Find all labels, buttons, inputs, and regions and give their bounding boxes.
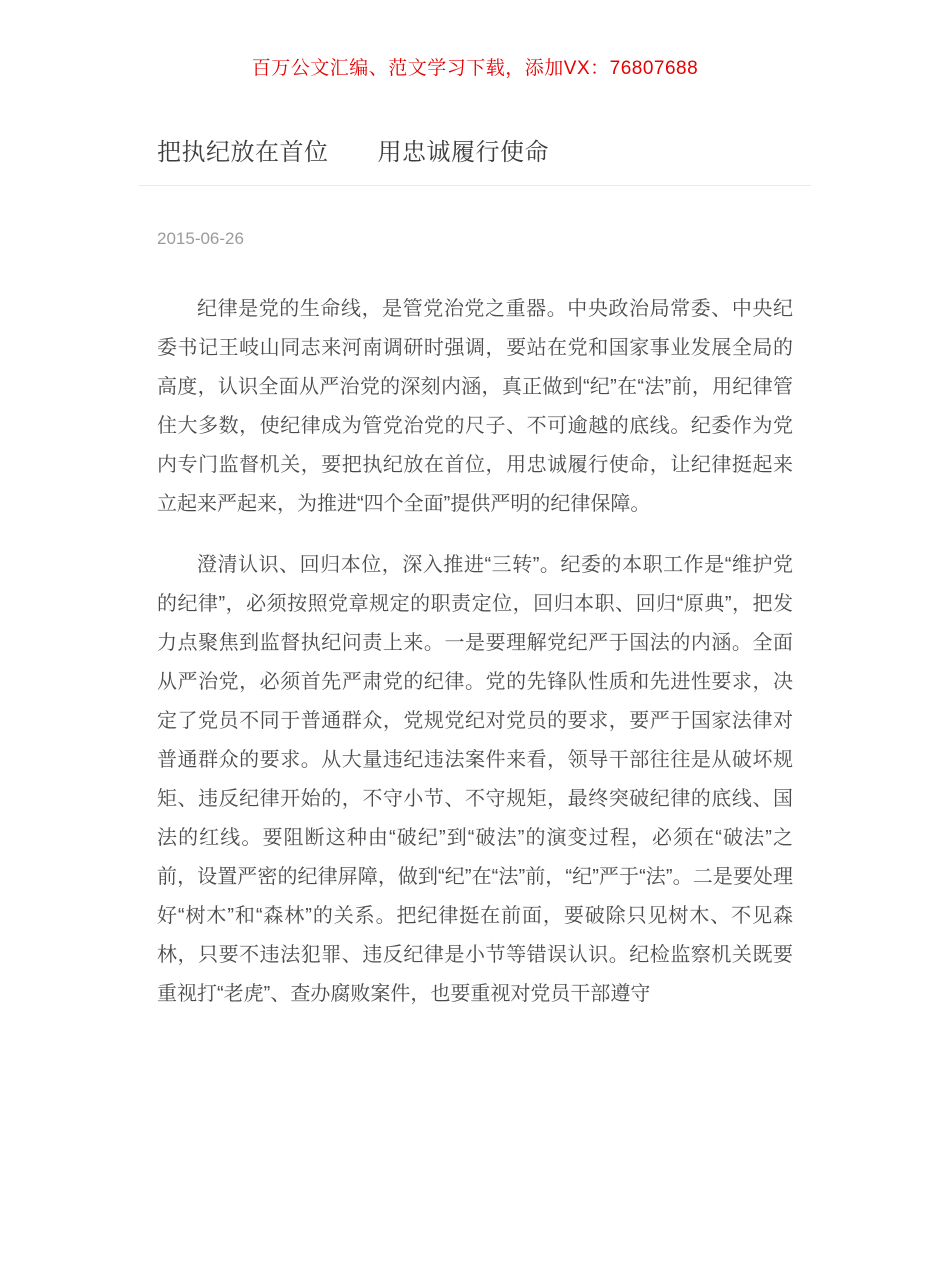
title-divider bbox=[139, 185, 811, 186]
document-page bbox=[0, 56, 950, 1014]
promo-banner: 百万公文汇编、范文学习下载，添加VX：76807688 bbox=[251, 58, 699, 79]
article bbox=[139, 136, 811, 1014]
article-paragraph: 纪律是党的生命线，是管党治党之重器。中央政治局常委、中央纪委书记王岐山同志来河南调研时强调，要站在党和国家事业发展全局的高度，认识全面从严治党的深刻内涵，真正做到“纪”在“法”前，用纪律管住大多数，使纪律成为管党治党的尺子、不可逾越的底线。纪委作为党内专门监督机关，要把执纪放在首位，用忠诚履行使命，让纪律挺起来立起来严起来，为推进“四个全面”提供严明的纪律保障。 bbox=[157, 298, 793, 515]
page-title: 把执纪放在首位 用忠诚履行使命 bbox=[157, 139, 549, 166]
article-date: 2015-06-26 bbox=[157, 229, 244, 248]
article-paragraph: 澄清认识、回归本位，深入推进“三转”。纪委的本职工作是“维护党的纪律”，必须按照党章规定的职责定位，回归本职、回归“原典”，把发力点聚焦到监督执纪问责上来。一是要理解党纪严于国法的内涵。全面从严治党，必须首先严肃党的纪律。党的先锋队性质和先进性要求，决定了党员不同于普通群众，党规党纪对党员的要求，要严于国家法律对普通群众的要求。从大量违纪违法案件来看，领导干部往往是从破坏规矩、违反纪律开始的，不守小节、不守规矩，最终突破纪律的底线、国法的红线。要阻断这种由“破纪”到“破法”的演变过程，必须在“破法”之前，设置严密的纪律屏障，做到“纪”在“法”前，“纪”严于“法”。二是要处理好“树木”和“森林”的关系。把纪律挺在前面，要破除只见树木、不见森林，只要不违法犯罪、违反纪律是小节等错误认识。纪检监察机关既要重视打“老虎”、查办腐败案件，也要重视对党员干部遵守 bbox=[157, 554, 793, 1005]
